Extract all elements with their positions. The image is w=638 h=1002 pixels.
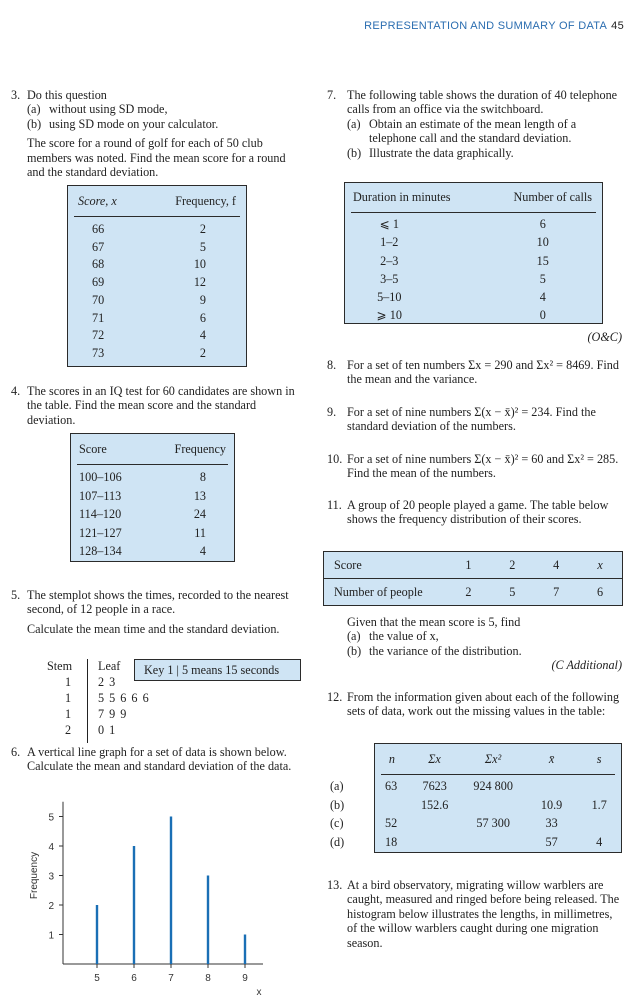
table-cell: ⩽ 1 [379,216,399,231]
question-intro: Do this question [27,88,107,102]
table-row [324,552,622,579]
question-text: A group of 20 people played a game. The table below shows the frequency distribution of their scores. [347,498,609,527]
table-cell: 6 [199,310,206,325]
table-cell [577,814,621,833]
part-b: (b) using SD mode on your calculator. [27,116,219,131]
table-cell: 1–2 [380,235,399,250]
table-cell: 7623 [422,779,447,794]
table-cell: 5 [199,239,206,254]
table-cell: 9 [199,292,206,307]
table-cell: 11 [194,525,206,540]
call-duration-table [344,182,603,324]
question-7 [327,88,623,160]
row-labels [330,777,366,851]
question-13 [327,878,623,950]
table-row [345,270,602,288]
table-cell: 4 [199,328,206,343]
table-cell: 13 [193,488,206,503]
y-tick-label: 3 [48,871,54,883]
table-row [68,345,246,363]
stemplot-key: Key 1 | 5 means 15 seconds [134,659,301,681]
golf-score-table [67,185,247,367]
table-row [68,291,246,309]
table-row [375,777,621,796]
table-cell: 6 [539,216,546,231]
table-cell: 100–106 [79,470,122,485]
table-row [68,309,246,327]
table-cell: 18 [385,834,398,849]
question-9: 9. For a set of nine numbers Σ(x − x̄)² = 234. Find the standard deviation of the numbers. [327,405,623,434]
x-tick-label: 8 [205,973,211,984]
question-text: For a set of nine numbers Σ(x − x̄)² = 234. Find the standard deviation of the numbers. [347,405,596,434]
stemplot-row [45,707,215,723]
table-cell: 3–5 [380,271,399,286]
table-cell: 2 [509,557,516,572]
x-tick-label: 5 [94,973,100,984]
y-tick-label: 1 [48,930,54,942]
table-row [71,505,234,524]
column-header: Number of calls [513,190,592,205]
table-cell: 7 [534,579,578,606]
column-header: Σx² [484,751,502,766]
x-tick-label: 6 [131,973,137,984]
vertical-line-graph [25,798,295,998]
row-label: (d) [330,834,345,849]
question-number: 11. [327,498,342,512]
table-cell: 8 [199,470,206,485]
leaf-values: 2 3 [98,675,117,689]
table-cell [375,796,409,815]
table-cell [577,777,621,796]
stem-value: 1 [65,691,72,705]
table-cell: 52 [385,816,398,831]
question-number: 7. [327,88,337,102]
question-text: For a set of nine numbers Σ(x − x̄)² = 60 and Σx² = 285. Find the mean of the numbers. [347,452,619,481]
table-cell: 2 [199,346,206,361]
column-header: Frequency, f [175,193,236,208]
question-text: At a bird observatory, migrating willow warblers are caught, measured and ringed before being released. The histogram below illustrates the lengths, in millimetres, of the willow warblers caught during one migration season. [347,878,620,950]
part-b: (b) Illustrate the data graphically. [347,145,514,160]
stem-value: 2 [65,723,72,737]
table-cell: 5 [490,579,534,606]
question-number: 13. [327,878,343,892]
part-a: (a) Obtain an estimate of the mean length of a telephone call and the standard deviation. [347,116,577,146]
question-number: 3. [11,88,21,102]
table-row [71,468,234,487]
column-header: Duration in minutes [353,190,451,205]
question-text: The score for a round of golf for each of 50 club members was noted. Find the mean score for a round and the standard deviation. [27,136,286,179]
table-cell: 24 [193,507,206,522]
part-a: (a) without using SD mode, [27,102,168,117]
table-cell: 70 [92,292,105,307]
table-cell: 57 300 [476,816,510,831]
table-cell: ⩾ 10 [376,308,402,323]
running-title: REPRESENTATION AND SUMMARY OF DATA [364,20,608,32]
table-cell: 33 [545,816,558,831]
table-row [324,579,622,606]
leaf-values: 5 5 6 6 6 [98,691,150,705]
table-cell: 1 [465,557,472,572]
table-row [345,252,602,270]
leaf-values: 7 9 9 [98,707,128,721]
row-label: (a) [330,779,344,793]
table-cell: 4 [539,290,546,305]
table-cell [409,814,461,833]
game-score-table [323,551,623,606]
table-cell: 2 [446,579,490,606]
table-cell: 2 [199,221,206,236]
row-header: Score [334,557,362,572]
question-12 [327,690,623,719]
x-axis-label: x [256,987,262,998]
table-row [375,833,621,852]
table-cell: 5 [539,271,546,286]
question-number: 6. [11,745,21,759]
question-text: From the information given about each of the following sets of data, work out the missing values in the table: [347,690,620,719]
question-number: 12. [327,690,343,704]
stemplot-row [45,675,215,691]
question-6 [11,745,296,774]
x-tick-label: 7 [168,973,174,984]
table-cell: 924 800 [473,779,513,794]
table-cell: 1.7 [591,797,607,812]
row-header: Number of people [324,579,446,606]
table-row [345,215,602,233]
stem-value: 1 [65,707,72,721]
table-cell: 67 [92,239,105,254]
table-cell: 4 [553,557,560,572]
table-cell: 107–113 [79,488,122,503]
question-number: 5. [11,588,21,602]
table-cell [460,833,525,852]
question-text: The stemplot shows the times, recorded to the nearest second, of 12 people in a race. [27,588,289,617]
table-cell: x [597,557,603,572]
y-tick-label: 5 [48,812,54,824]
column-header: n [388,751,395,766]
table-row [345,288,602,306]
table-cell: 152.6 [420,797,449,812]
stem-value: 1 [65,675,72,689]
table-cell: 72 [92,328,105,343]
table-cell: 68 [92,257,105,272]
column-header: Frequency [174,441,226,456]
stem-header: Stem [47,659,73,673]
table-row [68,327,246,345]
table-cell: 114–120 [79,507,122,522]
y-tick-label: 2 [48,901,54,912]
question-4 [11,384,296,427]
question-text: A vertical line graph for a set of data is shown below. Calculate the mean and standard deviation of the data. [27,745,292,774]
row-label: (c) [330,816,344,830]
stemplot-row [45,723,215,739]
table-row [345,306,602,324]
table-cell: 121–127 [79,525,122,540]
table-cell: 66 [92,221,105,236]
table-cell: 10.9 [540,797,563,812]
table-cell: 69 [92,275,105,290]
table-cell: 6 [578,579,622,606]
question-5 [11,588,296,636]
question-text: The scores in an IQ test for 60 candidates are shown in the table. Find the mean score and the standard deviation. [27,384,295,427]
source-note: (O&C) [587,330,622,344]
question-text: Calculate the mean time and the standard deviation. [27,621,280,636]
table-cell: 4 [199,544,206,559]
table-cell [409,833,461,852]
table-cell: 63 [385,779,398,794]
stemplot [45,659,305,754]
leaf-values: 0 1 [98,723,117,737]
missing-values-table [374,743,622,853]
question-11-parts: Given that the mean score is 5, find (a) the value of x, (b) the variance of the distribution. [347,615,522,658]
table-row [68,256,246,274]
table-cell: 4 [596,834,603,849]
table-cell: 73 [92,346,105,361]
iq-score-table [70,433,235,562]
table-row [345,233,602,251]
column-header: x̄ [548,751,555,766]
stemplot-row [45,691,215,707]
question-8: 8. For a set of ten numbers Σx = 290 and Σx² = 8469. Find the mean and the variance. [327,358,623,387]
table-cell: 12 [193,275,206,290]
table-row [375,814,621,833]
table-row [68,238,246,256]
table-cell: 15 [536,253,549,268]
question-text: The following table shows the duration of 40 telephone calls from an office via the switchboard. [347,88,618,117]
table-row [71,524,234,543]
y-axis-label: Frequency [29,851,40,900]
table-row [375,796,621,815]
question-3 [11,88,296,179]
table-cell: 128–134 [79,544,122,559]
page-number: 45 [611,20,624,32]
table-cell: 0 [539,308,546,323]
question-10: 10. For a set of nine numbers Σ(x − x̄)² = 60 and Σx² = 285. Find the mean of the numbers. [327,452,623,481]
table-cell [526,777,578,796]
y-tick-label: 4 [48,842,54,853]
table-cell: 57 [545,834,558,849]
table-cell: 5–10 [377,290,402,305]
table-cell: 10 [193,257,206,272]
row-label: (b) [330,797,345,812]
question-text: For a set of ten numbers Σx = 290 and Σx² = 8469. Find the mean and the variance. [347,358,619,387]
column-header: Σx [428,751,441,766]
table-cell: 71 [92,310,105,325]
column-header: Score [79,441,107,456]
question-11 [327,498,623,527]
table-cell [460,796,525,815]
column-header: s [596,751,602,766]
running-header [364,20,624,33]
table-cell: 10 [536,235,549,250]
table-row [71,542,234,561]
table-row [68,273,246,291]
x-tick-label: 9 [242,973,248,984]
question-number: 4. [11,384,21,398]
leaf-header: Leaf [98,659,121,673]
table-row [71,487,234,506]
column-header: Score, x [78,193,117,208]
table-cell: 2–3 [380,253,399,268]
table-row [68,220,246,238]
source-note: (C Additional) [551,658,622,672]
